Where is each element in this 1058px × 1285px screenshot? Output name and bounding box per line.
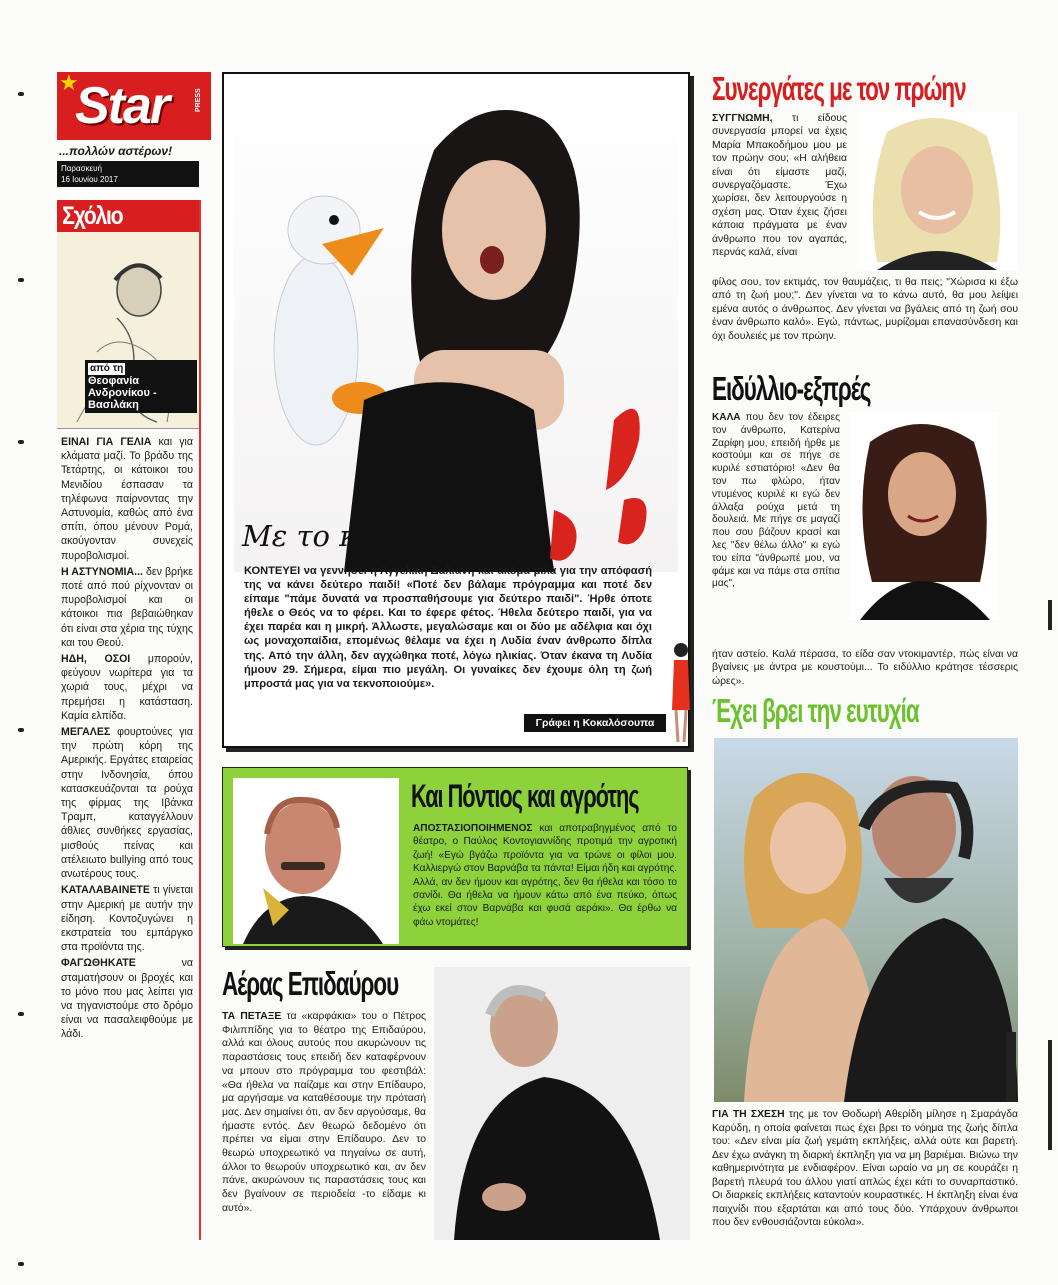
logo-star-icon: ★ bbox=[59, 70, 79, 95]
epidavros-body: ΤΑ ΠΕΤΑΞΕ τα «καρφάκια» του ο Πέτρος Φιλιππίδης για το θέατρο της Επιδαύρου, αλλά και όλους αυτούς που ακυρώνουν τις παραστάσεις τους επειδή δεν καταφέρνουν να μπουν στο πρόγραμμα του φεστιβάλ: «Θα ήθελα να παίζαμε και στην Επίδαυρο, μα αργήσαμε να καταθέσουμε την πρότασή μας. Δεν σημαίνει ότι, αν δεν αργούσαμε, θα ήμαστε εντός. Δεν θεωρώ δεδομένο ότι πρέπει να είμαι στην Επίδαυρο. Δεν το θεωρώ υποχρεωτικό να πηγαίνω σε αυτή, άλλοι το θεωρούν υποχρεωτικό και, αν δεν πάνε, ακυρώνουν τις παραστάσεις τους και δεν βγαίνουν σε περιοδεία -το είδαμε κι αυτό». bbox=[222, 1011, 426, 1214]
photo-illustration bbox=[234, 80, 678, 572]
main-headline: Με το καλό! bbox=[242, 519, 426, 553]
sidebar-column bbox=[57, 200, 201, 1240]
green-title: Και Πόντιος και αγρότης bbox=[411, 778, 639, 814]
right3-body: ΓΙΑ ΤΗ ΣΧΕΣΗ της με τον Θοδωρή Αθερίδη μίλησε η Σμαράγδα Καρύδη, η οποία φαίνεται πως έχει βρει το νόημα της ζωής δίπλα του: «Δεν είναι μία ζωή γεμάτη εκπλήξεις, αλλά ούτε και βαρετή. Δεν έχω ανάγκη τη διαρκή έκπληξη για να μη βαριέμαι. Βιώνω την καθημερινότητα με ενδιαφέρον. Είναι ωραίο να μη σε κουράζει η βαρετή πλευρά του άλλου γιατί απλώς έχει κάτι το συναρπαστικό. Οι διαρκείς εκπλήξεις καταντούν κουραστικές. Η έκπληξη είναι ένα παιχνίδι που εξαρτάται και από τους δύο. Υπάρχουν άνθρωποι που δεν ενθουσιάζονται εύκολα». bbox=[712, 1109, 1018, 1228]
sidebar-paragraph-lead: ΦΑΓΩΘΗΚΑΤΕ bbox=[61, 957, 136, 970]
epidavros-photo-illustration bbox=[434, 967, 690, 1240]
right3-photo bbox=[714, 738, 1018, 1102]
epidavros-title: Αέρας Επιδαύρου bbox=[222, 965, 399, 1002]
sidebar-paragraph-lead: ΕΙΝΑΙ ΓΙΑ ΓΕΛΙΑ bbox=[61, 436, 152, 448]
sidebar-text bbox=[57, 429, 199, 1042]
right1-body-wide: φίλος σου, τον εκτιμάς, τον θαυμάζεις, τι θα πεις; "Χώρισα κι έξω από τη ζωή μου;". Δεν γίνεται να το κάνω αυτό, θα μου λείψει εμένα αυτός ο άνθρωπος. Δεν γίνεται να βγάλεις από τη ζωή σου έναν άνθρωπο καλό». Εγώ, πάντως, μυρίζομαι επανασύνδεση και όχι δουλειές με τον πρώην. bbox=[712, 277, 1018, 342]
sidebar-paragraph bbox=[61, 956, 193, 1041]
sidebar-paragraph bbox=[61, 883, 193, 954]
right3-photo-illustration bbox=[714, 738, 1018, 1102]
sidebar-paragraph-text: και για κλάματα μαζί. Το βράδυ της Τετάρτης, οι κάτοικοι του Μενιδίου έσπασαν τα τηλέφωνα παίρνοντας την Αστυνομία, καθώς από ένα σπίτι, όπου μένουν Ρομά, ακούγονταν συνεχείς πυροβολισμοί. bbox=[61, 436, 193, 562]
sidebar-paragraph bbox=[61, 565, 193, 650]
right1-photo-illustration bbox=[857, 112, 1017, 270]
gossip-figure bbox=[670, 640, 692, 744]
sidebar-paragraph-lead: ΜΕΓΑΛΕΣ bbox=[61, 726, 111, 739]
right1-body-narrow: ΣΥΓΓΝΩΜΗ, τι είδους συνεργασία μπορεί να έχεις Μαρία Μπακοδήμου μου με τον πρώην σου; «Η αλήθεια είναι ότι είμαστε μαζί, συνεργαζόμαστε. Έχω χωρίσει, δεν λειτουργούσε η σχέση μας. Όταν έχεις ζήσει κάποια πράγματα με έναν άνθρωπο που τον αγαπάς, περνάς καλά, είναι bbox=[712, 113, 847, 259]
right1-title: Συνεργάτες με τον πρώην bbox=[712, 70, 966, 107]
scan-mark bbox=[18, 278, 24, 282]
scan-mark bbox=[18, 1012, 24, 1016]
date-box bbox=[57, 161, 199, 187]
tagline: ...πολλών αστέρων! bbox=[59, 144, 173, 158]
sidebar-section-title: Σχόλιο bbox=[57, 200, 199, 232]
logo: ★ Star PRESS bbox=[57, 72, 211, 140]
sidebar-paragraph-lead: ΗΔΗ, ΟΣΟΙ bbox=[61, 653, 131, 666]
scan-mark bbox=[18, 92, 24, 96]
byline: Γράφει η Κοκαλόσουπα bbox=[524, 714, 666, 732]
photo-date-stamp bbox=[1006, 1032, 1016, 1102]
right2-photo bbox=[850, 412, 998, 620]
masthead bbox=[57, 72, 211, 190]
main-body: ΚΟΝΤΕΥΕΙ να γεννήσει η Αγγελική Δαλιάνη και ακόμα μιλά για την απόφασή της να κάνει δεύτερο παιδί! «Ποτέ δεν βάλαμε πρόγραμμα και ποτέ δεν είπαμε "πάμε δυνατά να προσπαθήσουμε για δεύτερο παιδί". Ήρθε όποτε ήθελε ο Θεός να το φέρει. Και το έφερε φέτος. Ήθελα δεύτερο παιδί, για να έχει παρέα και η μικρή. Άλλωστε, μεγαλώσαμε και οι δύο με αδέλφια και όχι ως μοναχοπαίδια, επομένως θέλαμε να έχει η Λυδία έναν άνθρωπο δίπλα της. Από την άλλη, δεν αγχώθηκα ποτέ, λόγω ηλικίας. Όταν έκανα τη Λυδία ήμουν 29. Σήμερα, είμαι πιο μεγάλη. Οι γυναίκες δεν έχουμε όλη τη ζωή μπροστά μας για να τεκνοποιούμε». bbox=[244, 565, 652, 690]
green-photo-illustration bbox=[233, 778, 399, 944]
epidavros-photo bbox=[434, 967, 690, 1240]
edge-bar bbox=[1048, 600, 1052, 630]
scan-mark bbox=[18, 1262, 24, 1266]
sidebar-paragraph-text: να σταματήσουν οι βροχές και το μόνο που μας λείπει για να τηγανιστούμε στο δρόμο είναι να πασαλειφθούμε με λάδι. bbox=[61, 957, 193, 1041]
edge-bar bbox=[1048, 1040, 1052, 1150]
figure-icon bbox=[670, 640, 692, 744]
caricature-caption: από τη Θεοφανία Ανδρονίκου - Βασιλάκη bbox=[85, 360, 197, 413]
sidebar-paragraph-text: δεν βρήκε ποτέ από πού ρίχνονταν οι πυροβολισμοί και οι κάτοικοι πια βεβαιώθηκαν ότι είναι στα χέρια της τύχης και του Θεού. bbox=[61, 565, 193, 649]
sidebar-paragraph-text: τι γίνεται στην Αμερική με αυτήν την είδηση. Κοντοζυγώνει η εκστρατεία του εμπάργκο στα προϊόντα της. bbox=[61, 884, 193, 954]
sidebar-paragraph bbox=[61, 725, 193, 881]
right2-body-wide: ήταν αστείο. Καλά πέρασα, το είδα σαν ντοκιμαντέρ, πώς είναι να βγαίνεις με άντρα με κουστούμι... Το ειδύλλιο κράτησε τέσσερις ώρες». bbox=[712, 649, 1018, 687]
right2-title: Ειδύλλιο-εξπρές bbox=[712, 370, 871, 407]
right2-photo-illustration bbox=[850, 412, 998, 620]
right3-title: Έχει βρει την ευτυχία bbox=[712, 692, 919, 729]
right1-photo bbox=[857, 112, 1017, 270]
masthead-date: 16 Ιουνίου 2017 bbox=[61, 175, 118, 184]
scan-mark bbox=[18, 440, 24, 444]
green-box bbox=[222, 767, 688, 947]
sidebar-paragraph-lead: ΚΑΤΑΛΑΒΑΙΝΕΤΕ bbox=[61, 884, 150, 897]
main-story bbox=[222, 72, 690, 748]
green-photo bbox=[233, 778, 399, 944]
sidebar-paragraph-text: φουρτούνες για την πρώτη κόρη της Αμερικής. Εργάτες εταιρείας στην Ινδονησία, όπου κατασκευάζονται τα ρούχα της φίρμας της Ιβάνκα Τραμπ, καταγγέλλουν άθλιες συνθήκες εργασίας, μισθούς πείνας και ατέλειωτο bullying από τους ανωτέρους τους. bbox=[61, 726, 193, 881]
sidebar-paragraph bbox=[61, 435, 193, 563]
green-body: ΑΠΟΣΤΑΣΙΟΠΟΙΗΜΕΝΟΣ και αποτραβηγμένος από το θέατρο, ο Παύλος Κοντογιαννίδης προτιμά την αγροτική ζωή! «Εγώ βγάζω προϊόντα για να τρώνε οι φίλοι μου. Καλλιεργώ στον Βαρνάβα τα πάντα! Είμαι ήδη και αγρότης. Αλλά, αν δεν ήμουν και αγρότης, δεν θα ήθελα και τόσο το σανίδι. Θα ήθελα να ήμουν κάτω από ένα πεύκο, όπως έχω εκεί στον Βαρνάβα και φυσά αεράκι». Θα έρθω να φάω ντομάτες! bbox=[413, 823, 677, 928]
caricature bbox=[57, 232, 199, 429]
right2-body-narrow: ΚΑΛΑ που δεν τον έδειρες τον άνθρωπο, Κατερίνα Ζαρίφη μου, επειδή ήρθε με κοστούμι και σε πήγε σε κυριλέ εστιατόριο! «Δεν θα τον πω φλώρο, ήταν ντυμένος κυριλέ κι εγώ δεν άλλαξα ρούχα μετά τη δουλειά. Με πήγε σε μαγαζί που σου βάζουν κρασί και λες "δεν θέλω άλλο" κι εγώ του είπα "άνθρωπέ μου, να φάμε και να πάμε στα σπίτια μας", bbox=[712, 412, 840, 590]
masthead-day: Παρασκευή bbox=[61, 164, 102, 173]
scan-mark bbox=[18, 728, 24, 732]
sidebar-paragraph-lead: Η ΑΣΤΥΝΟΜΙΑ... bbox=[61, 565, 143, 578]
main-photo bbox=[234, 80, 678, 572]
sidebar-paragraph-text: μπορούν, φεύγουν νωρίτερα για τα χωριά τους, μέχρι να πρεμήσει η κατάσταση. Καμία ελπίδα. bbox=[61, 653, 193, 722]
sidebar-paragraph bbox=[61, 652, 193, 723]
